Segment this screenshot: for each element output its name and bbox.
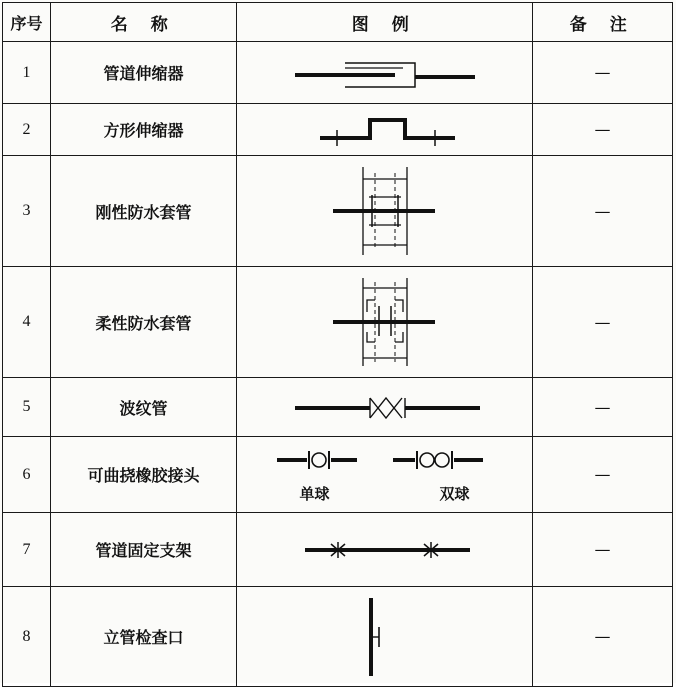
- legend-cell: [237, 156, 533, 267]
- header-name: 名 称: [51, 3, 237, 42]
- single-ball-label: 单球: [299, 485, 330, 503]
- row-note: —: [533, 267, 673, 378]
- flexible-rubber-joint-icon: [265, 445, 505, 475]
- row-name: 刚性防水套管: [51, 156, 237, 267]
- row-name: 立管检查口: [51, 587, 237, 687]
- row-note: —: [533, 437, 673, 513]
- table-row: [3, 513, 673, 587]
- row-number: 1: [3, 42, 51, 104]
- row-note: —: [533, 587, 673, 687]
- row-note: —: [533, 513, 673, 587]
- legend-cell: [237, 267, 533, 378]
- row-note: —: [533, 378, 673, 437]
- legend-cell: [237, 378, 533, 437]
- header-no: 序号: [3, 3, 51, 42]
- legend-cell: [237, 437, 533, 513]
- table-row: [3, 437, 673, 513]
- legend-cell: [237, 513, 533, 587]
- row-number: 5: [3, 378, 51, 437]
- row-number: 6: [3, 437, 51, 513]
- table-row: [3, 42, 673, 104]
- row-note: —: [533, 156, 673, 267]
- row-name: 方形伸缩器: [51, 104, 237, 156]
- bellows-pipe-icon: [275, 387, 495, 427]
- row-name: 管道伸缩器: [51, 42, 237, 104]
- row-note: —: [533, 104, 673, 156]
- table-row: [3, 587, 673, 687]
- pipe-symbol-legend-table: [2, 2, 673, 687]
- table-row: [3, 378, 673, 437]
- legend-cell: [237, 587, 533, 687]
- flexible-waterproof-sleeve-icon: [275, 274, 495, 370]
- double-ball-label: 双球: [439, 485, 470, 503]
- row-number: 8: [3, 587, 51, 687]
- row-number: 3: [3, 156, 51, 267]
- table-row: [3, 104, 673, 156]
- row-name: 管道固定支架: [51, 513, 237, 587]
- row-number: 2: [3, 104, 51, 156]
- row-number: 4: [3, 267, 51, 378]
- table-row: [3, 267, 673, 378]
- riser-inspection-port-icon: [275, 594, 495, 680]
- table-header-row: [3, 3, 673, 42]
- rigid-waterproof-sleeve-icon: [275, 163, 495, 259]
- row-name: 柔性防水套管: [51, 267, 237, 378]
- header-note: 备 注: [533, 3, 673, 42]
- row-note: —: [533, 42, 673, 104]
- legend-cell: [237, 42, 533, 104]
- legend-cell: [237, 104, 533, 156]
- row-name: 可曲挠橡胶接头: [51, 437, 237, 513]
- pipe-expansion-joint-icon: [275, 53, 495, 93]
- row-number: 7: [3, 513, 51, 587]
- header-legend: 图 例: [237, 3, 533, 42]
- pipe-fixed-support-icon: [275, 530, 495, 570]
- row-name: 波纹管: [51, 378, 237, 437]
- table-row: [3, 156, 673, 267]
- square-expansion-joint-icon: [275, 110, 495, 150]
